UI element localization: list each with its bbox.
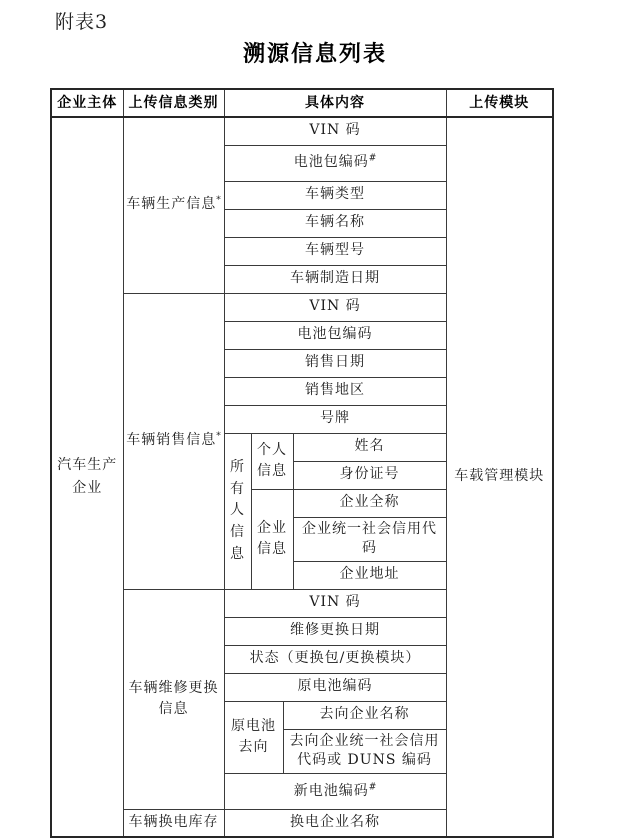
content-label: 身份证号 xyxy=(339,466,400,483)
content-cell xyxy=(224,145,446,181)
new-battery-cell xyxy=(224,773,446,809)
content-cell xyxy=(224,809,446,837)
content-cell xyxy=(224,181,446,209)
col-header-enterprise: 企业主体 xyxy=(51,89,123,117)
content-label: 企业地址 xyxy=(339,566,400,583)
content-cell xyxy=(293,433,446,461)
col-header-category: 上传信息类别 xyxy=(123,89,224,117)
category-label: 车辆销售信息 xyxy=(126,432,217,449)
content-cell xyxy=(293,561,446,589)
col-header-content: 具体内容 xyxy=(224,89,446,117)
content-label: 车辆名称 xyxy=(305,214,365,231)
content-cell xyxy=(224,405,446,433)
content-cell xyxy=(224,617,446,645)
category-label: 车辆换电库存 xyxy=(128,814,219,831)
content-label: 电池包编码 xyxy=(293,154,369,171)
corporate-info-cell xyxy=(251,489,293,589)
content-cell xyxy=(293,517,446,561)
content-label: 车辆类型 xyxy=(305,186,365,203)
annex-label: 附表3 xyxy=(55,11,109,33)
module-label: 车载管理模块 xyxy=(454,468,545,485)
content-label: 企业统一社会信用代码 xyxy=(302,520,437,557)
footnote-marker: * xyxy=(216,431,221,442)
content-label: 车辆型号 xyxy=(305,242,365,259)
content-cell xyxy=(224,117,446,145)
enterprise-cell xyxy=(51,117,123,837)
content-label: 维修更换日期 xyxy=(290,622,380,639)
content-label: 原电池编码 xyxy=(297,678,373,695)
content-label: VIN 码 xyxy=(309,122,361,139)
battery-destination-label: 原电池去向 xyxy=(231,718,276,756)
traceability-table xyxy=(50,88,554,838)
content-label: 销售日期 xyxy=(305,354,365,371)
footnote-marker: * xyxy=(216,195,221,206)
personal-info-label: 个人信息 xyxy=(257,442,287,479)
content-label: 企业全称 xyxy=(339,494,400,511)
content-label: 车辆制造日期 xyxy=(290,270,380,287)
content-label: 状态（更换包/更换模块） xyxy=(249,650,421,667)
table-row xyxy=(51,117,553,145)
content-label: VIN 码 xyxy=(309,594,361,611)
content-cell xyxy=(224,589,446,617)
content-cell xyxy=(224,377,446,405)
category-cell-sales xyxy=(123,293,224,589)
content-cell xyxy=(224,349,446,377)
corporate-info-label: 企业信息 xyxy=(257,520,287,558)
category-cell-production xyxy=(123,117,224,293)
page-title: 溯源信息列表 xyxy=(242,41,387,66)
content-cell xyxy=(224,293,446,321)
content-label: 去向企业名称 xyxy=(319,706,410,723)
content-cell xyxy=(224,321,446,349)
category-cell-repair xyxy=(123,589,224,809)
table-header-row xyxy=(51,89,553,117)
category-label: 车辆维修更换信息 xyxy=(128,680,219,718)
footnote-marker: # xyxy=(368,781,377,792)
content-label: 新电池编码 xyxy=(293,782,369,799)
battery-destination-cell xyxy=(224,701,283,773)
module-cell xyxy=(446,117,553,837)
owner-info-label: 所有人信息 xyxy=(230,458,245,562)
content-label: 号牌 xyxy=(320,410,350,427)
content-cell xyxy=(224,237,446,265)
col-header-module: 上传模块 xyxy=(446,89,553,117)
category-label: 车辆生产信息 xyxy=(126,196,217,213)
enterprise-label: 汽车生产企业 xyxy=(57,457,118,497)
personal-info-cell xyxy=(251,433,293,489)
content-cell xyxy=(293,461,446,489)
content-label: 姓名 xyxy=(354,438,385,455)
content-cell xyxy=(224,265,446,293)
content-label: 销售地区 xyxy=(305,382,365,399)
content-cell xyxy=(283,729,446,773)
content-cell xyxy=(224,673,446,701)
category-cell-swap xyxy=(123,809,224,837)
content-label: VIN 码 xyxy=(309,298,361,315)
content-label: 去向企业统一社会信用代码或 DUNS 编码 xyxy=(289,732,440,769)
content-label: 换电企业名称 xyxy=(290,814,380,831)
footnote-marker: # xyxy=(368,153,377,164)
content-cell xyxy=(224,645,446,673)
content-cell xyxy=(224,209,446,237)
content-cell xyxy=(293,489,446,517)
content-label: 电池包编码 xyxy=(297,326,373,343)
content-cell xyxy=(283,701,446,729)
owner-info-cell xyxy=(224,433,251,589)
